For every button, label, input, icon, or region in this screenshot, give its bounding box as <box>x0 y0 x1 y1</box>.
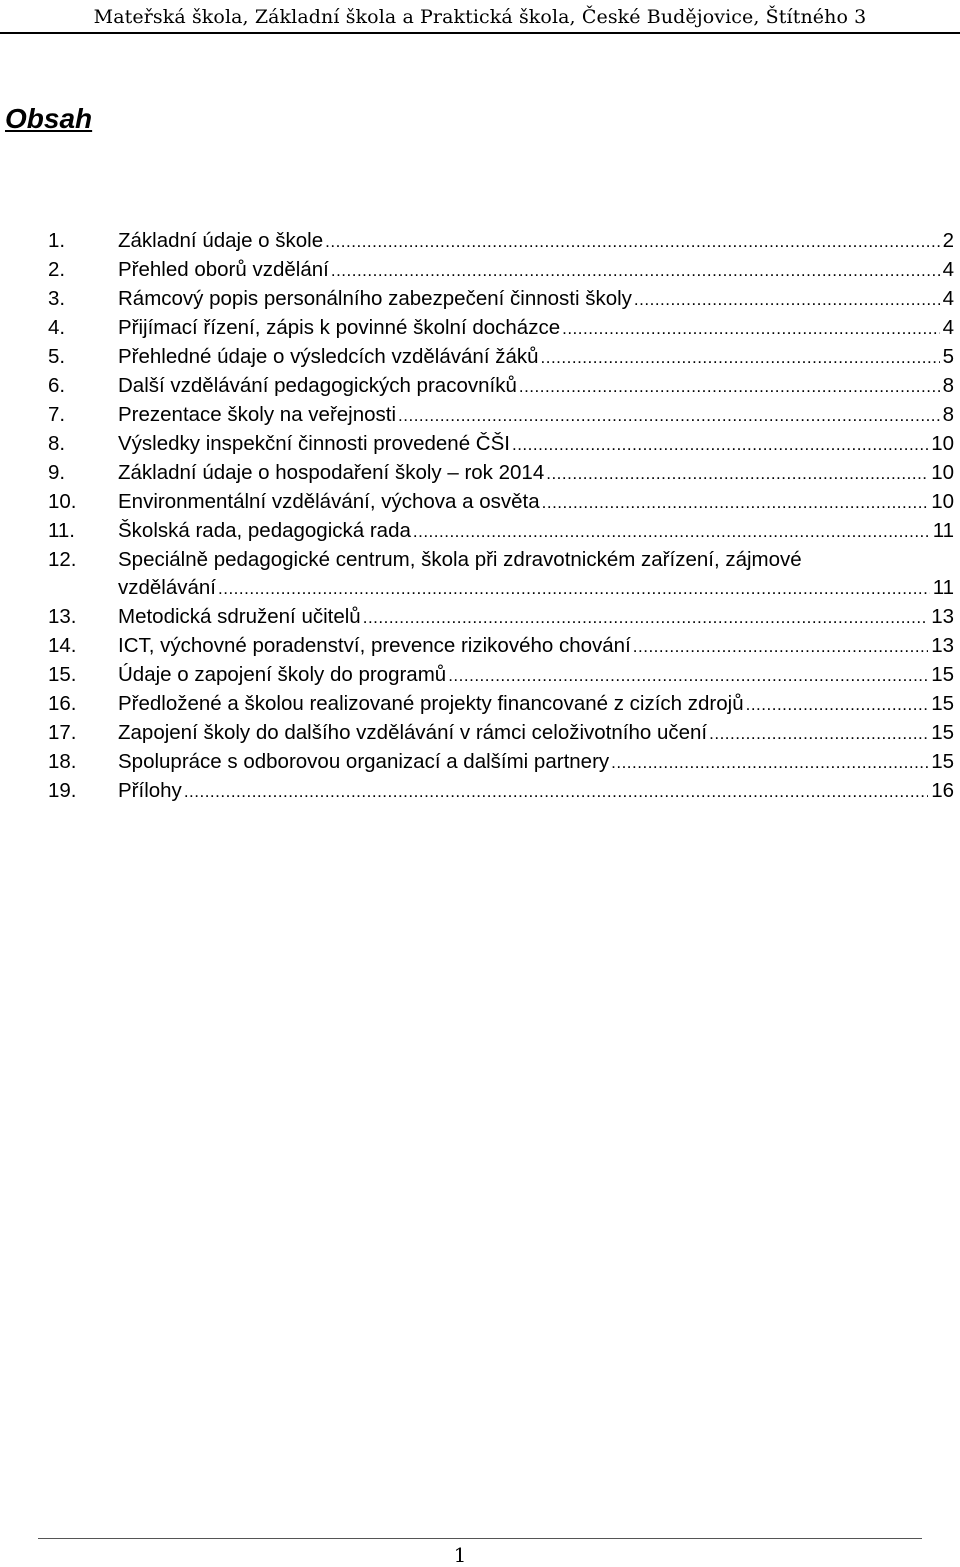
toc-title: Další vzdělávání pedagogických pracovníků <box>118 374 517 397</box>
toc-page: 11 <box>932 576 954 599</box>
toc-leader <box>709 720 928 748</box>
toc-title: Přehledné údaje o výsledcích vzdělávání žáků <box>118 345 539 368</box>
toc-number: 14. <box>48 634 77 657</box>
toc-entry[interactable] <box>48 401 954 430</box>
toc-leader <box>413 518 930 546</box>
toc-page: 10 <box>931 490 954 513</box>
toc-page: 8 <box>942 374 954 397</box>
toc-leader <box>184 778 928 806</box>
toc-page: 13 <box>931 634 954 657</box>
toc-leader <box>634 286 940 314</box>
toc-title: Přílohy <box>118 779 182 802</box>
toc-number: 15. <box>48 663 77 686</box>
toc-number: 11. <box>48 519 75 542</box>
toc-title: Environmentální vzdělávání, výchova a osvěta <box>118 490 540 513</box>
toc-number: 2. <box>48 258 66 281</box>
toc-title: Výsledky inspekční činnosti provedené ČŠI <box>118 432 510 455</box>
toc-number: 4. <box>48 316 66 339</box>
toc-title: Předložené a školou realizované projekty financované z cizích zdrojů <box>118 692 744 715</box>
toc-leader <box>325 228 939 256</box>
toc-number: 3. <box>48 287 66 310</box>
toc-title: Zapojení školy do dalšího vzdělávání v rámci celoživotního učení <box>118 721 708 744</box>
toc-leader <box>746 691 929 719</box>
toc-leader <box>448 662 928 690</box>
toc-leader <box>633 633 928 661</box>
toc-entry[interactable] <box>48 690 954 719</box>
toc-page: 16 <box>931 779 954 802</box>
toc-page: 13 <box>931 605 954 628</box>
toc-title: Prezentace školy na veřejnosti <box>118 403 397 426</box>
toc-entry[interactable] <box>48 343 954 372</box>
toc-entry[interactable] <box>48 314 954 343</box>
toc-title: Údaje o zapojení školy do programů <box>118 663 447 686</box>
toc-number: 6. <box>48 374 66 397</box>
toc-page: 10 <box>931 432 954 455</box>
toc-entry[interactable] <box>48 285 954 314</box>
toc-leader <box>562 315 940 343</box>
toc-entry[interactable] <box>48 546 954 603</box>
toc-page: 15 <box>931 663 954 686</box>
toc-page: 11 <box>932 519 954 542</box>
toc-page: 15 <box>931 721 954 744</box>
toc-leader <box>611 749 928 777</box>
toc-leader <box>218 575 930 603</box>
toc-entry[interactable] <box>48 459 954 488</box>
toc-number: 18. <box>48 750 77 773</box>
toc-page: 5 <box>942 345 954 368</box>
toc-entry[interactable] <box>48 488 954 517</box>
toc-title: Školská rada, pedagogická rada <box>118 519 411 542</box>
toc-page: 15 <box>931 692 954 715</box>
toc-title: ICT, výchovné poradenství, prevence rizikového chování <box>118 634 631 657</box>
toc-page: 10 <box>931 461 954 484</box>
toc-entry[interactable] <box>48 372 954 401</box>
toc-title: Metodická sdružení učitelů <box>118 605 361 628</box>
toc-page: 4 <box>942 316 954 339</box>
toc-title: Základní údaje o hospodaření školy – rok 2014 <box>118 461 545 484</box>
toc-number: 8. <box>48 432 66 455</box>
toc-entry[interactable] <box>48 517 954 546</box>
table-of-contents <box>48 227 954 806</box>
toc-page: 4 <box>942 287 954 310</box>
toc-number: 1. <box>48 229 66 252</box>
toc-entry[interactable] <box>48 603 954 632</box>
toc-leader <box>512 431 928 459</box>
page-header: Mateřská škola, Základní škola a Praktická škola, České Budějovice, Štítného 3 <box>0 0 960 34</box>
toc-leader <box>546 460 928 488</box>
toc-title: Základní údaje o škole <box>118 229 324 252</box>
toc-page: 15 <box>931 750 954 773</box>
toc-entry[interactable] <box>48 256 954 285</box>
toc-leader <box>331 257 940 285</box>
toc-number: 13. <box>48 605 77 628</box>
toc-number: 19. <box>48 779 77 802</box>
toc-title: Rámcový popis personálního zabezpečení činnosti školy <box>118 287 632 310</box>
toc-leader <box>519 373 940 401</box>
toc-number: 12. <box>48 548 77 571</box>
toc-title: vzdělávání <box>118 576 217 599</box>
toc-entry[interactable] <box>48 661 954 690</box>
toc-number: 5. <box>48 345 66 368</box>
toc-title: Přehled oborů vzdělání <box>118 258 329 281</box>
toc-entry[interactable] <box>48 632 954 661</box>
toc-page: 8 <box>942 403 954 426</box>
toc-title: Přijímací řízení, zápis k povinné školní docházce <box>118 316 561 339</box>
toc-page: 2 <box>942 229 954 252</box>
toc-entry[interactable] <box>48 227 954 256</box>
toc-entry[interactable] <box>48 777 954 806</box>
toc-heading: Obsah <box>5 103 93 134</box>
toc-entry[interactable] <box>48 430 954 459</box>
toc-number: 17. <box>48 721 77 744</box>
toc-number: 7. <box>48 403 66 426</box>
footer-divider <box>38 1538 922 1539</box>
toc-leader <box>363 604 928 632</box>
toc-title-line1: Speciálně pedagogické centrum, škola při zdravotnickém zařízení, zájmové <box>118 548 802 571</box>
toc-number: 16. <box>48 692 77 715</box>
toc-number: 9. <box>48 461 66 484</box>
toc-title: Spolupráce s odborovou organizací a dalšími partnery <box>118 750 610 773</box>
toc-number: 10. <box>48 490 77 513</box>
toc-leader <box>542 489 929 517</box>
toc-leader <box>541 344 940 372</box>
toc-page: 4 <box>942 258 954 281</box>
footer-page-number: 1 <box>453 1543 467 1567</box>
toc-leader <box>398 402 940 430</box>
toc-entry[interactable] <box>48 748 954 777</box>
toc-entry[interactable] <box>48 719 954 748</box>
